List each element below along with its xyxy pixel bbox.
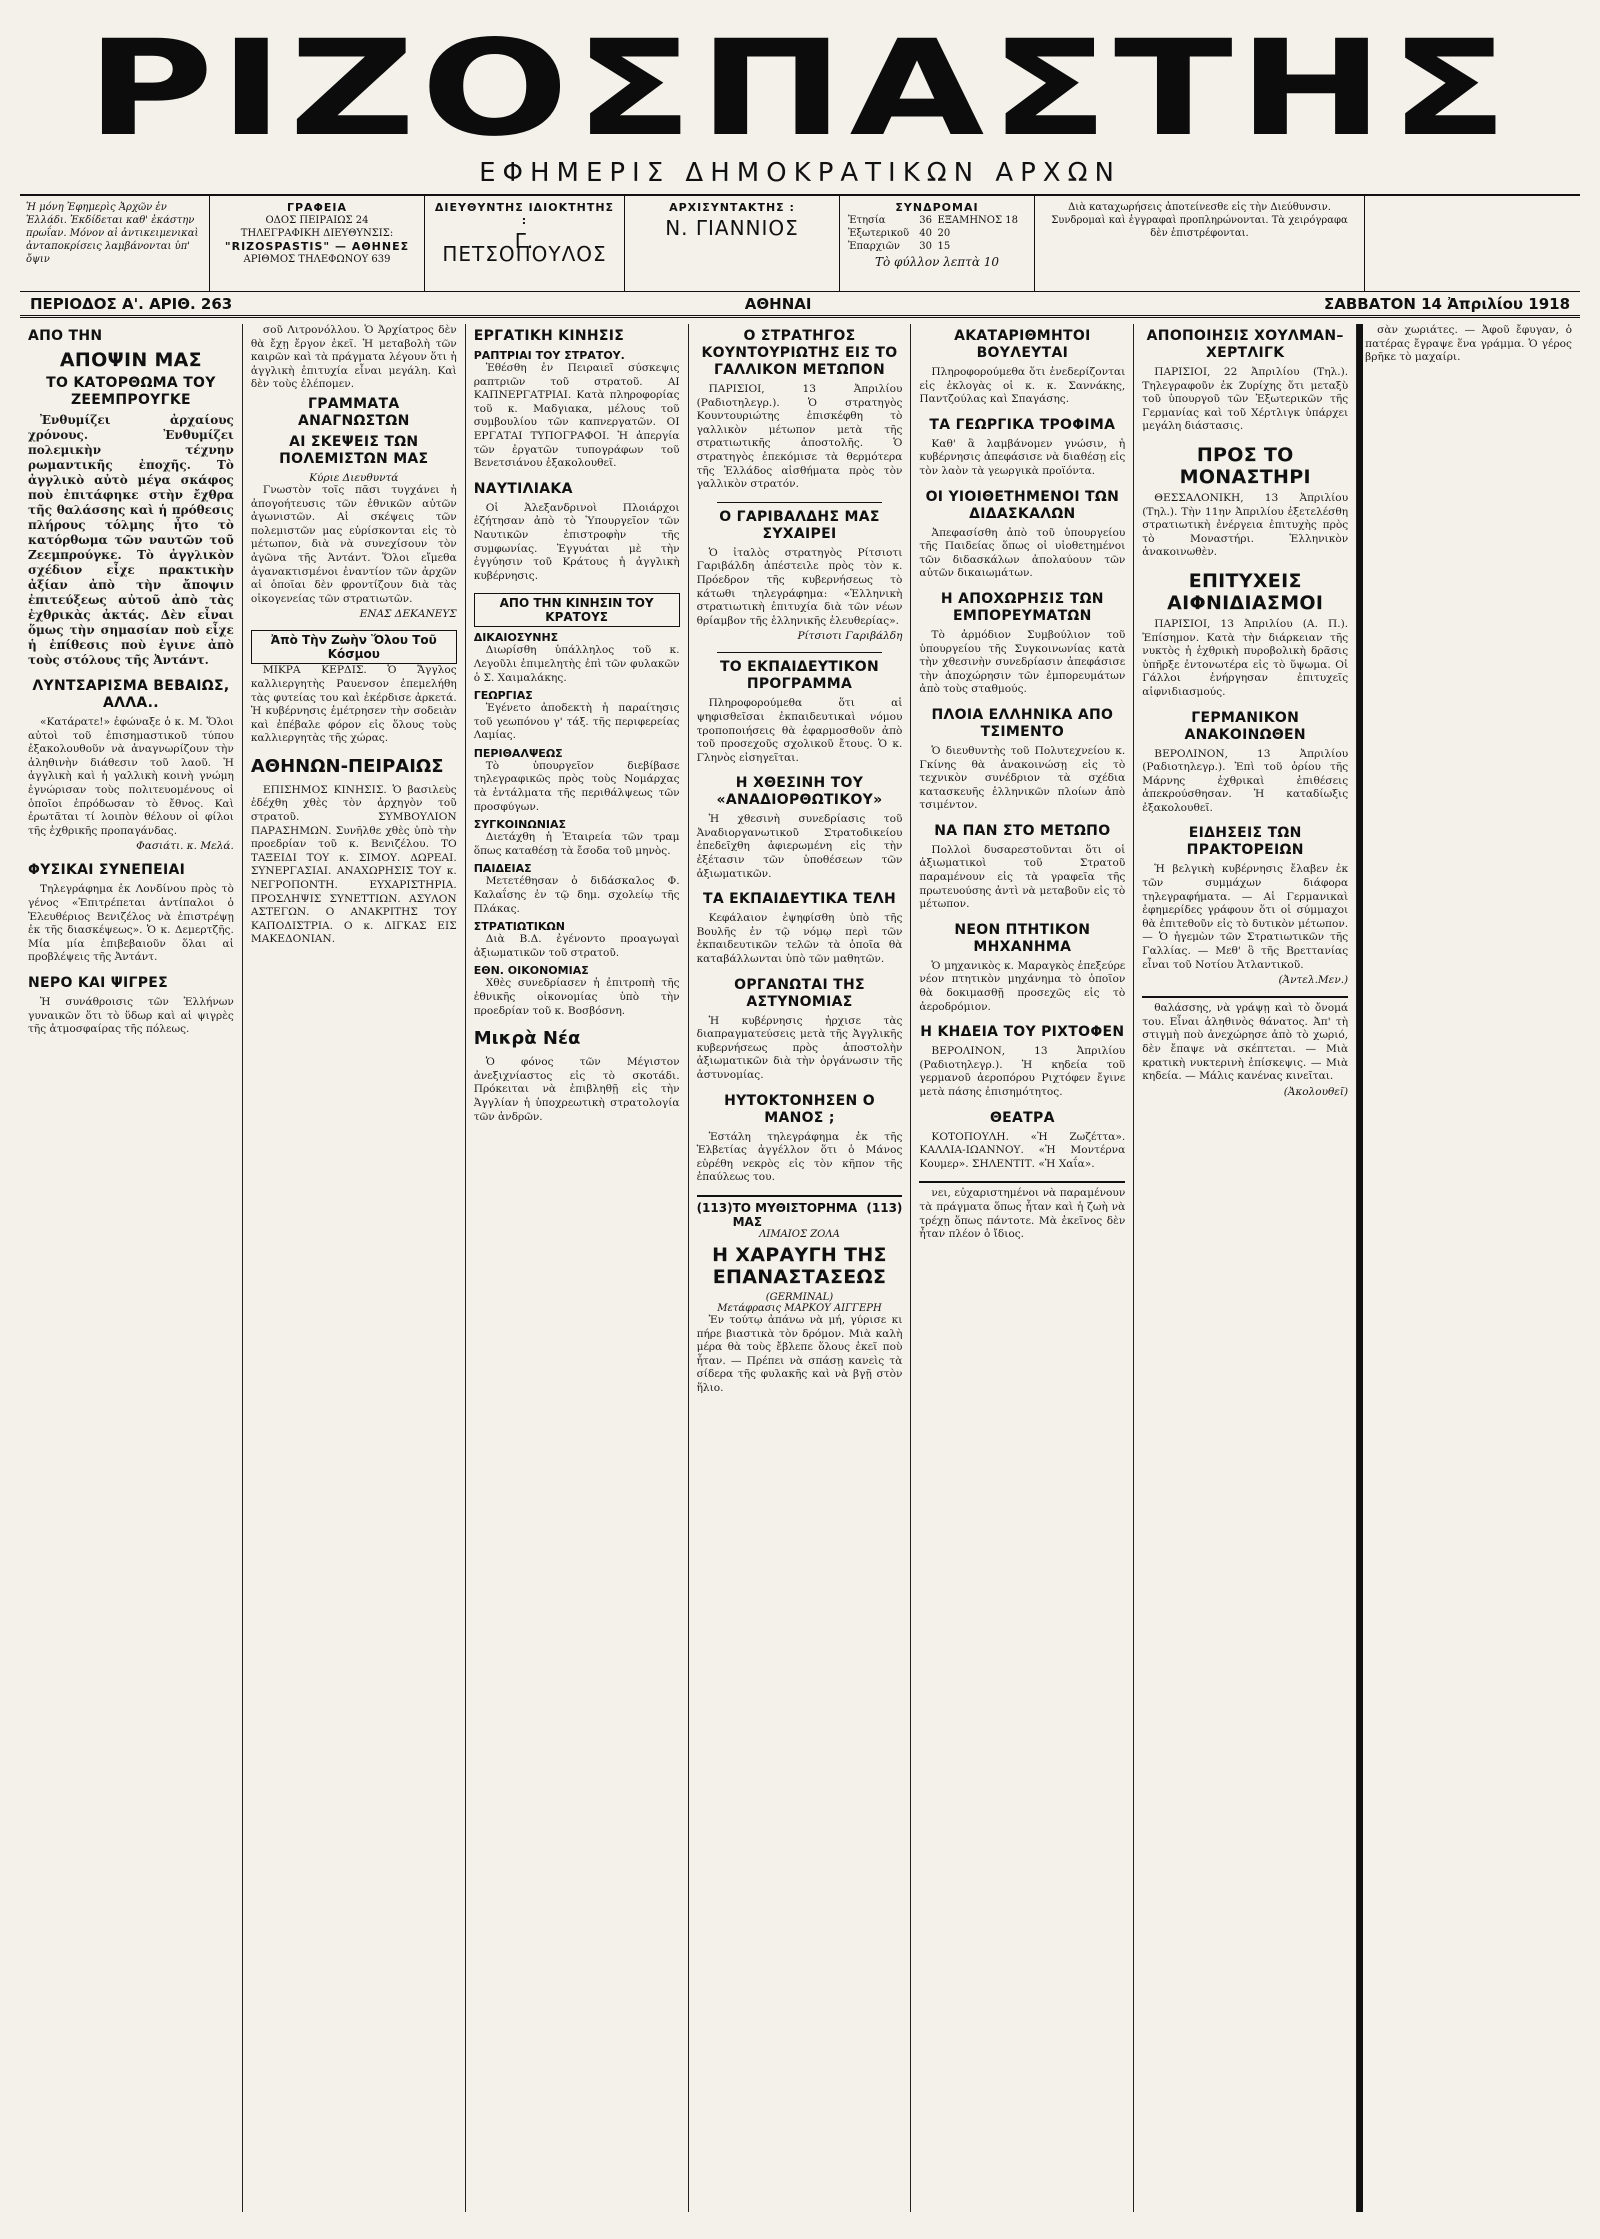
- serial-continuation: [919, 1181, 1125, 1241]
- blank-cell: [1365, 196, 1580, 291]
- columns: [20, 324, 1580, 2212]
- theatre-body: ΚΟΤΟΠΟΥΛΗ. «Ἡ Ζωζέττα». ΚΑΛΛΙΑ-ΙΩΑΝΝΟΥ. «Ἡ Μοντέρνα Κουμερ». ΣΗΛΕΝΤΙΤ. «Ἡ Χαΐα».: [919, 1130, 1126, 1170]
- masthead: [20, 12, 1580, 188]
- column-1: [20, 324, 243, 2212]
- subscription-row: [846, 227, 1028, 240]
- serial-body: νει, εὐχαριστημένοι νὰ παραμένουν τὰ πράγματα ὅπως ἦταν καὶ ἡ ζωὴ νὰ τρέχῃ ὅπως πάντοτε. Μὰ ἐκεῖνος δὲν ἦταν πλέον ὁ ἴδιος.: [919, 1187, 1126, 1241]
- offices-heading: ΓΡΑΦΕΙΑ: [286, 201, 348, 214]
- letter-salutation: Κύριε Διευθυντά: [309, 471, 399, 484]
- ministry-body: Τὸ ὑπουργεῖον διεβίβασε τηλεγραφικῶς πρὸς τοὺς Νομάρχας τὰ ἐντάλματα τῆς περιθάλψεως τῶν προσφύγων.: [473, 759, 680, 813]
- ministry-heading: ΠΑΙΔΕΙΑΣ: [473, 862, 532, 876]
- article-body: σὰν χωριάτες. — Ἀφοῦ ἔφυγαν, ὁ πατέρας ἔγραψε ἕνα γράμμα. Ὁ γέρος βρῆκε τὸ μαχαίρι.: [1365, 324, 1572, 364]
- motto-cell: [20, 196, 210, 291]
- offices-telegraph: ΤΗΛΕΓΡΑΦΙΚΗ ΔΙΕΥΘΥΝΣΙΣ:: [240, 228, 394, 239]
- article-headline: ΝΑ ΠΑΝ ΣΤΟ ΜΕΤΩΠΟ: [934, 822, 1111, 839]
- article-body: ΒΕΡΟΛΙΝΟΝ, 13 Ἀπριλίου (Ραδιοτηλεγρ.). Ἡ κηδεία τοῦ γερμανοῦ ἀεροπόρου Ριχτόφεν ἔγινε μετὰ πάσης ἐπισημότητος.: [919, 1045, 1126, 1098]
- article-body: σοῦ Λιτρονόλλου. Ὁ Ἀρχίατρος δὲν θὰ ἔχῃ ἔργον ἐκεῖ. Ἡ μεταβολὴ τῶν καιρῶν καὶ τὰ πράγματα λέγουν ὅτι ἡ ἀγγλικὴ ἐπιτυχία εἶναι μεγάλη. Καὶ δὲν τοὺς ἐλέπομεν.: [250, 324, 457, 391]
- article-body: Ἡ βελγικὴ κυβέρνησις ἔλαβεν ἐκ τῶν συμμάχων διάφορα τηλεγραφήματα. — Αἱ Γερμανικαὶ ἐφημερίδες γράφουν ὅτι οἱ σύμμαχοι θὰ ἐπιτεθοῦν εἰς τὸ δυτικὸν μέτωπον. — Ὁ ἡγεμὼν τῶν Στρατιωτικῶν τῆς Γαλλίας. — Μεθ' ὃ τῆς Βρεττανίας εἶναι τοῦ Νοτίου Ἀτλαντικοῦ.: [1142, 863, 1349, 971]
- serial-number: (113): [866, 1200, 903, 1215]
- article: [1142, 444, 1348, 560]
- serial-continuation: [1142, 996, 1348, 1098]
- notice-text: Διὰ καταχωρήσεις ἀποτείνεσθε εἰς τὴν Διεύθυνσιν. Συνδρομαὶ καὶ ἐγγραφαὶ προπληρώνονται. Τὰ χειρόγραφα δὲν ἐπιστρέφονται.: [1051, 202, 1348, 239]
- article-body: Ὁ φόνος τῶν Μέγιστον ἀνεξιχνίαστος εἰς τὸ σκοτάδι. Πρόκειται νὰ ἐπιβληθῇ εἰς τὴν Ἀγγλίαν ἡ ὑποχρεωτικὴ στρατολογία τῶν ἀνδρῶν.: [473, 1056, 680, 1123]
- article: [697, 328, 903, 492]
- ministry-heading: ΣΥΓΚΟΙΝΩΝΙΑΣ: [473, 818, 567, 832]
- article-headline: ΑΚΑΤΑΡΙΘΜΗΤΟΙ ΒΟΥΛΕΥΤΑΙ: [954, 328, 1091, 361]
- article-headline: Ο ΣΤΡΑΤΗΓΟΣ ΚΟΥΝΤΟΥΡΙΩΤΗΣ ΕΙΣ ΤΟ ΓΑΛΛΙΚΟΝ ΜΕΤΩΠΟΝ: [701, 328, 898, 378]
- ministry-body: Χθὲς συνεδρίασεν ἡ ἐπιτροπὴ τῆς ἐθνικῆς οἰκονομίας ὑπὸ τὴν προεδρίαν τοῦ κ. Βοσβόσνη.: [473, 977, 680, 1017]
- article-body: Ἡ κυβέρνησις ἠρχισε τὰς διαπραγματεύσεις μετὰ τῆς Ἀγγλικῆς κυβερνήσεως πρὸς ἀποστολὴν ἀξιωματικῶν διὰ τὴν ὀργάνωσιν τῆς ἀστυνομίας.: [696, 1014, 903, 1081]
- column-4: [689, 324, 912, 2212]
- article-headline: Η ΧΘΕΣΙΝΗ ΤΟΥ «ΑΝΑΔΙΟΡΘΩΤΙΚΟΥ»: [716, 775, 883, 809]
- article-body: Ὁ ἰταλὸς στρατηγὸς Ρίτσιοτι Γαριβάλδη ἀπέστειλε πρὸς τὸν κ. Πρόεδρον τῆς κυβερνήσεως τὸ κάτωθι τηλεγράφημα: «Ἑλληνικὴ στρατιωτικὴ ἐπιτυχία διὰ τῶν νέων θρίαμβον τῆς ἑλληνικῆς ἐλευθερίας».: [696, 546, 903, 627]
- section-banner: Μικρὰ Νέα: [473, 1028, 581, 1050]
- offices-telegraph-value: "RIZOSPASTIS" — ΑΘΗΝΕΣ: [224, 240, 410, 253]
- article-signature: Φασιάτι. κ. Μελά.: [136, 840, 234, 853]
- article: [1142, 710, 1348, 816]
- subscription-price-half: 15: [937, 241, 951, 252]
- article-body: Τὸ ἀρμόδιον Συμβούλιον τοῦ ὑπουργείου τῆς Συγκοινωνίας κατὰ τὴν χθεσινὴν συνεδρίασιν ἀπεφάσισε τὴν ἀποχώρησιν τῶν ἐμπορευμάτων ἀπὸ τοὺς σταθμούς.: [919, 628, 1126, 696]
- ministry-body: Διωρίσθη ὑπάλληλος τοῦ κ. Λεγοῦλι ἐπιμελητὴς ἐπὶ τῶν φυλακῶν ὁ Σ. Χαιμαλάκης.: [473, 644, 680, 684]
- article-body: ΜΙΚΡΑ ΚΕΡΔΙΣ. Ὁ Ἄγγλος καλλιεργητὴς Ραυενσον ἐπεμελήθη τὰς φυτείας του καὶ ἐκέρδισε ἀρκετά. Ἡ κυβέρνησις ἐμέτρησεν τὴν σοδειὰν καὶ ἐπέβαλε φόρον εἰς ὅλους τοὺς καλλιεργητὰς τῆς χώρας.: [250, 664, 457, 745]
- article: [28, 678, 234, 852]
- article-headline: ΛΥΝΤΣΑΡΙΣΜΑ ΒΕΒΑΙΩΣ, ΑΛΛΑ..: [32, 678, 230, 711]
- info-bar: [20, 194, 1580, 292]
- editorial-kicker: ΑΠΟ ΤΗΝ: [28, 328, 103, 344]
- article-body: ΠΑΡΙΣΙΟΙ, 22 Ἀπριλίου (Τηλ.). Τηλεγραφοῦν ἐκ Ζυρίχης ὅτι μεταξὺ τοῦ ὑπουργοῦ τῶν Ἐξωτερικῶν τῆς Γερμανίας καὶ τοῦ Χέρτλιγκ ὑπάρχει μεγάλη διάστασις.: [1142, 366, 1349, 433]
- article: [474, 1028, 680, 1124]
- serial-label: ΤΟ ΜΥΘΙΣΤΟΡΗΜΑ ΜΑΣ: [732, 1200, 858, 1229]
- director-cell: [425, 196, 625, 291]
- motto-text: Ἡ μόνη Ἐφημερὶς Ἀρχῶν ἐν Ἑλλάδι. Ἐκδίδεται καθ' ἑκάστην πρωΐαν. Μόνον αἱ ἀντικειμενικαὶ ἀνταποκρίσεις λαμβάνονται ὑπ' ὄψιν: [26, 202, 199, 265]
- subscriptions-table: [846, 214, 1028, 253]
- article-headline: ΤΑ ΕΚΠΑΙΔΕΥΤΙΚΑ ΤΕΛΗ: [703, 891, 896, 908]
- article: [919, 591, 1125, 697]
- subscription-price-half: ΕΞΑΜΗΝΟΣ 18: [937, 215, 1018, 226]
- article-body: Γνωστὸν τοῖς πᾶσι τυγχάνει ἡ ἀπογοήτευσις τῶν ἐθνικῶν αὐτῶν ἀγωνιστῶν. Αἱ σκέψεις τῶν πολεμιστῶν μας εὑρίσκονται εἰς τὸ μέτωπον, διὰ νὰ συνεχίσουν τὸν ἀγῶνα τῆς Ἀντάντ. Ὅλοι εἴμεθα ἀγανακτισμένοι ἐναντίον τῶν ἀρχῶν αἱ ὁποῖαι δὲν φροντίζουν διὰ τὰς οἰκογενείας τῶν στρατιωτῶν.: [250, 483, 457, 605]
- article-headline: ΗΥΤΟΚΤΟΝΗΣΕΝ Ο ΜΑΝΟΣ ;: [724, 1092, 875, 1126]
- article-headline: ΤΟ ΚΑΤΟΡΘΩΜΑ ΤΟΥ ΖΕΕΜΠΡΟΥΓΚΕ: [46, 375, 216, 408]
- serial-continued: (Ἀκολουθεῖ): [1283, 1085, 1349, 1098]
- issue-period: ΠΕΡΙΟΔΟΣ Α'. ΑΡΙΘ. 263: [30, 294, 233, 313]
- article-headline: ΝΑΥΤΙΛΙΑΚΑ: [473, 480, 573, 497]
- article: [251, 396, 457, 620]
- article: [251, 630, 457, 746]
- article: [697, 659, 903, 765]
- subscription-label: Ἐτησία: [848, 215, 886, 226]
- ministry-body: Διετάχθη ἡ Ἑταιρεία τῶν τραμ ὅπως καταθέσῃ τὰ ἔσοδα τοῦ μηνὸς.: [473, 831, 680, 857]
- serial-original-title: (GERMINAL): [765, 1291, 834, 1303]
- director-name: Γ. ΠΕΤΣΟΠΟΥΛΟΣ: [442, 229, 607, 266]
- ministry-heading: ΔΙΚΑΙΟΣΥΝΗΣ: [473, 631, 559, 645]
- article-headline: ΝΕΡΟ ΚΑΙ ΨΙΓΡΕΣ: [28, 974, 168, 991]
- article-body: Ἐθέσθη ἐν Πειραιεῖ σύσκεψις ραπτριῶν τοῦ στρατοῦ. ΑΙ ΚΑΠΝΕΡΓΑΤΡΙΑΙ. Κατὰ πληροφορίας τοῦ κ. Μαδγιακα, μέλους τοῦ συμβουλίου τῶν καπνεργατῶν. ΟΙ ΕΡΓΑΤΑΙ ΤΥΠΟΓΡΑΦΟΙ. Ἡ ἀπεργία τῶν ἐργατῶν τυπογράφων τοῦ Βενετσιάνου ἐξακολουθεῖ.: [473, 362, 680, 470]
- article-headline: ΠΡΟΣ ΤΟ ΜΟΝΑΣΤΗΡΙ: [1179, 443, 1311, 488]
- issue-city: ΑΘΗΝΑΙ: [744, 294, 812, 313]
- article-headline: ΕΠΙΤΥΧΕΙΣ ΑΙΦΝΙΔΙΑΣΜΟΙ: [1167, 569, 1324, 614]
- article-body: ΕΠΙΣΗΜΟΣ ΚΙΝΗΣΙΣ. Ὁ βασιλεὺς ἐδέχθη χθὲς τὸν ἀρχηγὸν τοῦ στρατοῦ. ΣΥΜΒΟΥΛΙΟΝ ΠΑΡΑΣΗΜΩΝ. Συνῆλθε χθὲς ὑπὸ τὴν προεδρίαν τοῦ κ. Βενιζέλου. ΤΟ ΤΑΞΕΙΔΙ ΤΟΥ κ. ΣΙΜΟΥ. ΔΩΡΕΑΙ. ΣΥΝΕΡΓΑΣΙΑΙ. ΑΝΑΧΩΡΗΣΙΣ ΤΟΥ κ. ΝΕΓΡΟΠΟΝΤΗ. ΕΥΧΑΡΙΣΤΗΡΙΑ. ΠΡΟΣΛΗΨΙΣ ΣΥΝΕΤΤΙΩΝ. ΑΣΥΛΟΝ ΑΣΤΕΓΩΝ. Ο ΑΝΑΚΡΙΤΗΣ ΤΟΥ ΚΑΠΟΔΙΣΤΡΙΑ. Ο κ. ΔΙΓΚΑΣ ΕΙΣ ΜΑΚΕΔΟΝΙΑΝ.: [250, 783, 457, 946]
- date-bar: [20, 292, 1580, 318]
- section-heading: ΓΡΑΜΜΑΤΑ ΑΝΑΓΝΩΣΤΩΝ: [297, 395, 410, 429]
- article-headline: Ἀπὸ Τὴν Ζωὴν Ὅλου Τοῦ Κόσμου: [251, 630, 457, 664]
- article-headline: ΟΡΓΑΝΩΤΑΙ ΤΗΣ ΑΣΤΥΝΟΜΙΑΣ: [734, 976, 865, 1010]
- director-heading: ΔΙΕΥΘΥΝΤΗΣ ΙΔΙΟΚΤΗΤΗΣ :: [434, 201, 615, 227]
- article-body: Τηλεγράφημα ἐκ Λονδίνου πρὸς τὸ γένος «Ἐπιτρέπεται ἀντίπαλοι ὁ Ἐλευθέριος Βενιζέλος νὰ ἐπιστρέψῃ ἐκ τῆς διασκέψεως». Ὁ κ. Δεμερτζῆς. Μία μία ἐπιβεβαιοῦν ὅλαι αἱ προβλέψεις τῆς Ἀντάντ.: [28, 883, 234, 964]
- article-signature: ΕΝΑΣ ΔΕΚΑΝΕΥΣ: [359, 608, 457, 621]
- article-headline: ΝΕΟΝ ΠΤΗΤΙΚΟΝ ΜΗΧΑΝΗΜΑ: [954, 921, 1091, 955]
- article-body: ΒΕΡΟΛΙΝΟΝ, 13 Ἀπριλίου (Ραδιοτηλεγρ.). Ἐπὶ τοῦ ὁρίου τῆς Μάρνης ἐχθρικαὶ ἐπιθέσεις ἀπεκρούσθησαν. Ἡ καταδίωξις ἐξακολουθεῖ.: [1142, 747, 1349, 814]
- article: [919, 823, 1125, 912]
- article-headline: ΑΠΟ ΤΗΝ ΚΙΝΗΣΙΝ ΤΟΥ ΚΡΑΤΟΥΣ: [474, 593, 680, 627]
- article: [474, 593, 680, 1018]
- page-edge-shadow: [1357, 324, 1363, 2212]
- article-body: Ἡ συνάθροισις τῶν Ἑλλήνων γυναικῶν ὅτι τὸ ὕδωρ καὶ αἱ ψιγρὲς τῆς ἀτμοσφαίρας τῆς πόλεως.: [28, 995, 234, 1036]
- article-headline: ΠΛΟΙΑ ΕΛΛΗΝΙΚΑ ΑΠΟ ΤΣΙΜΕΝΤΟ: [931, 706, 1114, 740]
- subscription-label: Ἐπαρχιῶν: [848, 241, 900, 252]
- article: [919, 707, 1125, 813]
- article: [1142, 328, 1348, 434]
- ministry-body: Ἐγένετο ἀποδεκτὴ ἡ παραίτησις τοῦ γεωπόνου γ' τάξ. τῆς περιφερείας Λαμίας.: [473, 702, 680, 742]
- article-body: Πληροφορούμεθα ὅτι ἐνεδερίζονται εἰς ἐκλογὰς οἱ κ. κ. Σαννάκης, Παντζούλας καὶ Σπαγάσης.: [919, 366, 1126, 406]
- offices-address: ΟΔΟΣ ΠΕΙΡΑΙΩΣ 24: [265, 215, 369, 226]
- editorial-heading: ΑΠΟΨΙΝ ΜΑΣ: [59, 349, 202, 371]
- article: [28, 862, 234, 965]
- article-body: Κεφάλαιον ἐψηφίσθη ὑπὸ τῆς Βουλῆς ἐν τῷ νόμῳ περὶ τῶν ἐκπαιδευτικῶν τελῶν τὰ ὁποῖα θὰ καταβάλλωνται ὑπὸ τῶν μαθητῶν.: [696, 912, 903, 966]
- ministry-heading: ΓΕΩΡΓΙΑΣ: [473, 689, 533, 703]
- article: [251, 756, 457, 947]
- article-body: ΘΕΣΣΑΛΟΝΙΚΗ, 13 Ἀπριλίου (Τηλ.). Τὴν 11ην Ἀπριλίου ἐξετελέσθη στρατιωτικὴ ἐνέργεια ἐπιτυχὴς πρὸς τὸ Μοναστήρι. Ἑλληνικὸν ἀνακοινωθὲν.: [1142, 491, 1349, 559]
- serial-body: θαλάσσης, νὰ γράψῃ καὶ τὸ ὄνομά του. Εἶναι ἀληθινὸς θάνατος. Ἀπ' τὴ στιγμὴ ποὺ ἀνεχώρησε ἀπὸ τὸ χωριό, δὲν ἔπαψε νὰ σκέπτεται. — Μιὰ κρατικὴ νυκτερινὴ ἐπίσκεψις. — Μιὰ κηδεία. — Μάλις κανένας κινεῖται.: [1142, 1002, 1349, 1083]
- divider: [717, 652, 883, 653]
- editor-name: Ν. ΓΙΑΝΝΙΟΣ: [665, 216, 799, 240]
- ministry-body: Μετετέθησαν ὁ διδάσκαλος Φ. Καλαΐσης ἐν τῷ δημ. σχολείῳ τῆς Πλάκας.: [473, 875, 680, 915]
- newspaper-title: ΡΙΖΟΣΠΑΣΤΗΣ: [86, 12, 1514, 166]
- article: [474, 481, 680, 584]
- article-headline: ΓΕΡΜΑΝΙΚΟΝ ΑΝΑΚΟΙΝΩΘΕΝ: [1184, 709, 1306, 743]
- subscription-row: [846, 240, 1028, 253]
- serial-header: [697, 1201, 903, 1229]
- article-headline: ΟΙ ΥΙΟΙΘΕΤΗΜΕΝΟΙ ΤΩΝ ΔΙΔΑΣΚΑΛΩΝ: [925, 488, 1120, 522]
- article: [919, 922, 1125, 1014]
- article-body: Ὁ μηχανικὸς κ. Μαραγκὸς ἐπεξεύρε νέον πτητικὸν μηχάνημα τὸ ὁποῖον θὰ δοκιμασθῇ προσεχῶς εἰς τὸ ἀεροδρόμιον.: [919, 959, 1126, 1013]
- article: [919, 489, 1125, 581]
- subscription-price-half: 20: [937, 228, 951, 239]
- article-body: Ἐστάλη τηλεγράφημα ἐκ τῆς Ἑλβετίας ἀγγέλλον ὅτι ὁ Μάνος εὑρέθη νεκρὸς εἰς τὸν κῆπον τῆς ἐπαύλεως του.: [696, 1130, 903, 1184]
- article: [697, 775, 903, 881]
- subscription-price: 40: [919, 228, 932, 239]
- article-body: Ἡ χθεσινὴ συνεδρίασις τοῦ Ἀναδιοργανωτικοῦ Στρατοδικείου ἐπεδεῖχθη ἀφιερωμένη εἰς τὴν ἐξέτασιν τῶν ὑποθέσεων τῶν ἀξιωματικῶν.: [696, 813, 903, 880]
- subscription-price: 36: [919, 215, 932, 226]
- article-body: Πληροφορούμεθα ὅτι αἱ ψηφισθεῖσαι ἐκπαιδευτικαὶ νόμου τροποποιήσεις θὰ ἐφαρμοσθοῦν ἀπὸ τοῦ προσεχοῦς σχολικοῦ ἔτους. Ὁ κ. Γληνὸς εἰσηγεῖται.: [696, 697, 903, 764]
- newspaper-subtitle: ΕΦΗΜΕΡΙΣ ΔΗΜΟΚΡΑΤΙΚΩΝ ΑΡΧΩΝ: [479, 158, 1121, 188]
- ministry-heading: ΠΕΡΙΘΑΛΨΕΩΣ: [473, 746, 563, 760]
- article: [1142, 825, 1348, 986]
- column-7: [1357, 324, 1580, 2212]
- serial-novel: [697, 1195, 903, 1396]
- article-body: «Κατάρατε!» ἐφώναξε ὁ κ. Μ. Ὅλοι αὐτοὶ τοῦ ἐπισημαστικοῦ τύπου ἐξακολουθοῦν νὰ ἀναγνωρίζουν τὴν ἀληθινὴν διάθεσιν τοῦ λαοῦ. Ἡ ἀγγλικὴ καὶ ἡ γαλλικὴ κοινὴ γνώμη ἐγνώρισαν τοὺς πολιτευομένους οἱ ὁποῖοι ἐπρόδωσαν τὸ ἔθνος. Καὶ ἐρωτᾶται τί λοιπὸν θέλουν οἱ φίλοι τῆς ἐχθρικῆς προπαγάνδας.: [28, 716, 234, 837]
- ministry-body: Διὰ Β.Δ. ἐγένοντο προαγωγαὶ ἀξιωματικῶν τοῦ στρατοῦ.: [473, 933, 680, 959]
- serial-title: Η ΧΑΡΑΥΓΗ ΤΗΣ ΕΠΑΝΑΣΤΑΣΕΩΣ: [712, 1243, 887, 1288]
- article: [697, 891, 903, 966]
- serial-author: ΛΙΜΑΙΟΣ ΖΟΛΑ: [759, 1228, 840, 1240]
- article-body: Καθ' ἃ λαμβάνομεν γνώσιν, ἡ κυβέρνησις ἀπεφάσισε νὰ διαθέσῃ εἰς τὸν λαὸν τὰ γεωργικὰ προϊόντα.: [919, 437, 1126, 477]
- editor-heading: ΑΡΧΙΣΥΝΤΑΚΤΗΣ :: [669, 201, 795, 214]
- article-body: Πολλοὶ δυσαρεστοῦνται ὅτι οἱ ἀξιωματικοὶ τοῦ Στρατοῦ παραμένουν εἰς τὰ γραφεῖα τῆς πρωτευούσης ἀντὶ νὰ μεταβοῦν εἰς τὸ μέτωπον.: [919, 843, 1126, 911]
- article-headline: Η ΚΗΔΕΙΑ ΤΟΥ ΡΙΧΤΟΦΕΝ: [920, 1024, 1125, 1041]
- serial-number: (113): [696, 1200, 733, 1215]
- divider: [717, 502, 883, 503]
- article-headline: ΤΑ ΓΕΩΡΓΙΚΑ ΤΡΟΦΙΜΑ: [929, 416, 1116, 433]
- article: [697, 509, 903, 643]
- offices-phone: ΑΡΙΘΜΟΣ ΤΗΛΕΦΩΝΟΥ 639: [243, 254, 391, 265]
- column-5: [911, 324, 1134, 2212]
- serial-body: Ἐν τούτῳ ἀπάνω νὰ μή, γύρισε κι πήρε βιαστικὰ τὸν δρόμον. Μιὰ καλὴ μέρα θὰ τοὺς ἔβλεπε ὅλους ἐκεῖ ποὺ ἦταν. — Πρέπει νὰ σπάσῃ κανεὶς τὰ σίδερα τῆς φυλακῆς καὶ νὰ βγῇ στὸν ἥλιο.: [696, 1313, 903, 1394]
- article: [919, 1024, 1125, 1099]
- article-body: Ὁ διευθυντὴς τοῦ Πολυτεχνείου κ. Γκίνης θὰ ἀνακοινώσῃ εἰς τὸ τεχνικὸν συνέδριον τὰ σχέδια κατασκευῆς ἑλληνικῶν πλοίων ἀπὸ τσιμέντον.: [919, 744, 1126, 812]
- article: [697, 977, 903, 1083]
- subscription-price: 30: [919, 241, 932, 252]
- article-headline: ΑΠΟΠΟΙΗΣΙΣ ΧΟΥΛΜΑΝ–ΧΕΡΤΛΙΓΚ: [1146, 328, 1344, 361]
- column-2: [243, 324, 466, 2212]
- article: [1142, 570, 1348, 700]
- notice-cell: [1035, 196, 1365, 291]
- column-3: [466, 324, 689, 2212]
- article-signature: Ρίτσιοτι Γαριβάλδη: [797, 630, 903, 643]
- article-headline: ΕΙΔΗΣΕΙΣ ΤΩΝ ΠΡΑΚΤΟΡΕΙΩΝ: [1186, 825, 1304, 859]
- article-body: Ἀπεφασίσθη ἀπὸ τοῦ ὑπουργείου τῆς Παιδείας ὅπως οἱ υἱοθετημένοι τῶν διδασκάλων ἀπολαύουν τῶν αὐτῶν δικαιωμάτων.: [919, 526, 1126, 580]
- article: [474, 328, 680, 471]
- article-headline: ΕΡΓΑΤΙΚΗ ΚΙΝΗΣΙΣ: [473, 328, 625, 344]
- column-6: [1134, 324, 1357, 2212]
- theatre-heading: ΘΕΑΤΡΑ: [989, 1109, 1055, 1126]
- article: [28, 975, 234, 1037]
- article-signature: (Ἀντελ.Μεν.): [1278, 974, 1349, 987]
- article: [28, 375, 234, 668]
- issue-date: ΣΑΒΒΑΤΟΝ 14 Ἀπριλίου 1918: [1324, 294, 1570, 313]
- article-body: ΠΑΡΙΣΙΟΙ, 13 Ἀπριλίου (Α. Π.). Ἐπίσημον. Κατὰ τὴν διάρκειαν τῆς νυκτὸς ἡ ἐχθρικὴ πυροβολικὴ δρᾶσις ὑπῆρξε ἐντονωτέρα εἰς τὸ ὕψωμα. Οἱ Γάλλοι ἐνήργησαν ἐπιτυχεῖς αἰφνιδιασμούς.: [1142, 617, 1349, 698]
- article-body: Ἐνθυμίζει ἀρχαίους χρόνους. Ἐνθυμίζει πολεμικὴν τέχνην ρωμαντικῆς ἐποχῆς. Τὸ ἀγγλικὸ αὐτὸ μέγα σκάφος ποὺ ἐπιτάφηκε στὴν ἔχθρα τῆς θαλάσσης καὶ ἡ πρόθεσις πλήρους τόλμης ἦτο τὸ κατόρθωμα τῶν ναυτῶν τοῦ Ζεεμπρούγκε. Τὸ ἀγγλικὸν σχέδιον εἶχε πρακτικὴν ἀξίαν ἀπὸ τὴν ἄποψιν ἐπιτεύξεως αὐτοῦ ἀπὸ τὰς ἐχθρικὰς ἀκτάς. Δὲν εἶναι ὅμως τὴν σημασίαν ποὺ εἶχε ἡ ἐπίθεσις ποὺ ἐγινε ἀπὸ τοὺς στόλους τῆς Ἀντάντ.: [28, 413, 234, 667]
- article-headline: Ο ΓΑΡΙΒΑΛΔΗΣ ΜΑΣ ΣΥΧΑΙΡΕΙ: [719, 508, 880, 542]
- article-subheading: ΡΑΠΤΡΙΑΙ ΤΟΥ ΣΤΡΑΤΟΥ.: [473, 349, 625, 362]
- ministry-heading: ΕΘΝ. ΟΙΚΟΝΟΜΙΑΣ: [473, 964, 589, 978]
- ministry-heading: ΣΤΡΑΤΙΩΤΙΚΩΝ: [473, 920, 565, 934]
- article: [697, 1093, 903, 1185]
- article: [919, 417, 1125, 479]
- subscriptions-cell: [840, 196, 1035, 291]
- subscription-row: [846, 214, 1028, 227]
- single-copy-price: Τὸ φύλλον λεπτὰ 10: [874, 255, 1000, 269]
- article-body: ΠΑΡΙΣΙΟΙ, 13 Ἀπριλίου (Ραδιοτηλεγρ.). Ὁ στρατηγὸς Κουντουριώτης ἐπισκέφθη τὸ γαλλικὸν μέτωπον μετὰ τῆς στρατιωτικῆς ἀποστολῆς. Ὁ στρατηγὸς ἐπεκόμισε τὰ θερμότερα τῆς Ἑλλάδος αἰσθήματα πρὸς τὸν γαλλικὸν στρατόν.: [696, 383, 903, 491]
- section-banner: ΑΘΗΝΩΝ-ΠΕΙΡΑΙΩΣ: [250, 755, 444, 777]
- subscriptions-heading: ΣΥΝΔΡΟΜΑΙ: [895, 201, 979, 214]
- article-body: Οἱ Ἀλεξανδρινοὶ Πλοιάρχοι ἐζήτησαν ἀπὸ τὸ Ὑπουργεῖον τῶν Ναυτικῶν ἐπιστροφὴν τῆς συμφωνίας. Ἐγγυάται μὲ τὴν ἐγγύησιν τοῦ Κράτους ἡ ἀγγλικὴ κυβέρνησις.: [473, 501, 680, 582]
- serial-translator: Μετάφρασις ΜΑΡΚΟΥ ΑΙΓΓΕΡΗ: [717, 1302, 882, 1314]
- editor-cell: [625, 196, 840, 291]
- offices-cell: [210, 196, 425, 291]
- article: [919, 328, 1125, 407]
- article-headline: ΑΙ ΣΚΕΨΕΙΣ ΤΩΝ ΠΟΛΕΜΙΣΤΩΝ ΜΑΣ: [279, 433, 429, 467]
- article-headline: Η ΑΠΟΧΩΡΗΣΙΣ ΤΩΝ ΕΜΠΟΡΕΥΜΑΤΩΝ: [940, 590, 1104, 624]
- article-headline: ΦΥΣΙΚΑΙ ΣΥΝΕΠΕΙΑΙ: [28, 862, 186, 879]
- subscription-label: Ἐξωτερικοῦ: [848, 228, 910, 239]
- article-headline: ΤΟ ΕΚΠΑΙΔΕΥΤΙΚΟΝ ΠΡΟΓΡΑΜΜΑ: [719, 659, 880, 693]
- theatre-listings: [919, 1110, 1125, 1172]
